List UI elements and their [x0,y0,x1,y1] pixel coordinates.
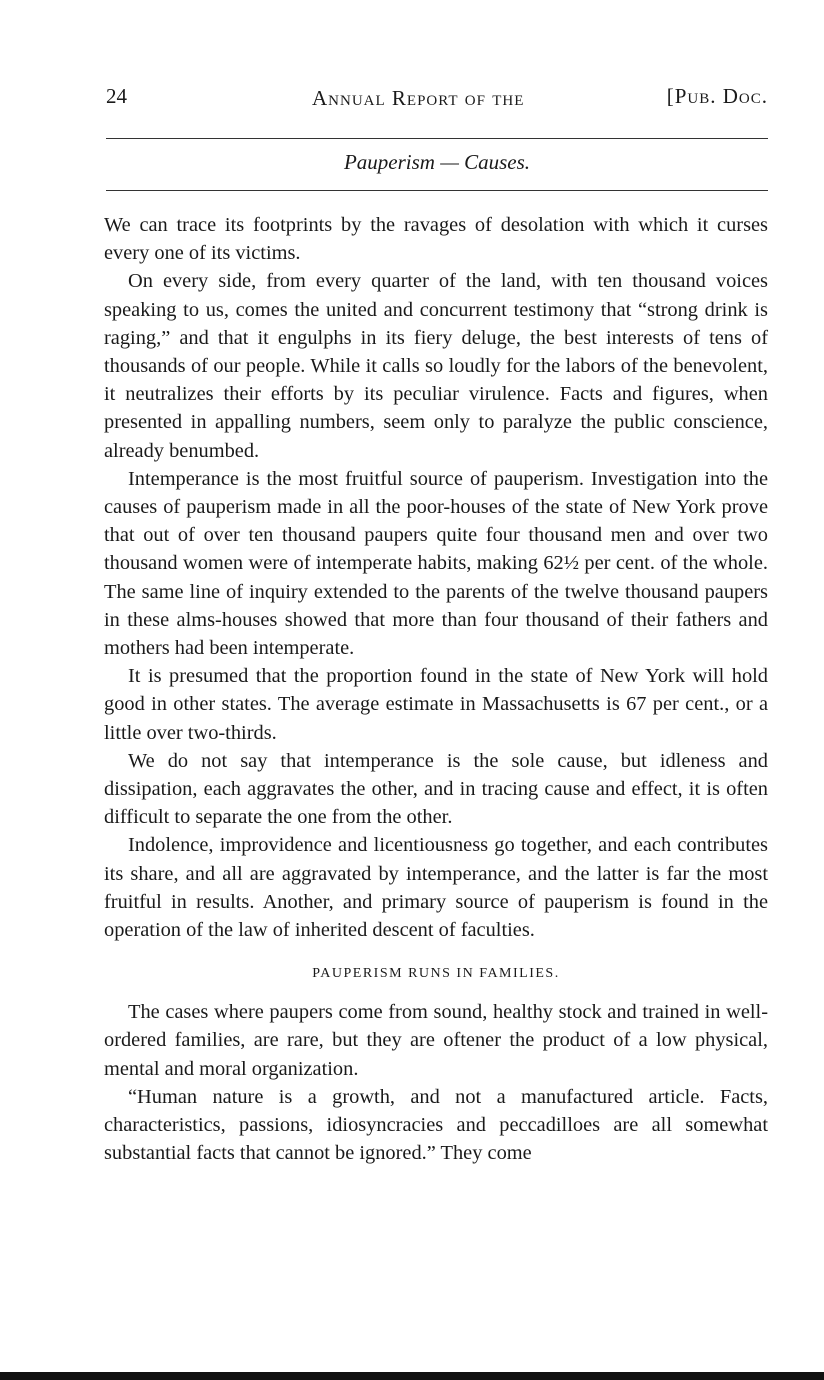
page-header [106,84,768,114]
header-rule-top [106,138,768,139]
document-label: [Pub. Doc. [666,84,768,108]
paragraph: On every side, from every quarter of the land, with ten thousand voices speaking to us, comes the united and concurrent testimony that “strong drink is raging,” and that it engulphs in its fiery deluge, the best interests of tens of thousands of our people. While it calls so loudly for the labors of the benevolent, it neutralizes their efforts by its peculiar virulence. Facts and figures, when presented in appalling numbers, seem only to paralyze the public conscience, already benumbed. [104,270,768,462]
paragraph: “Human nature is a growth, and not a manufactured article. Facts, characteristics, passions, idiosyncracies and peccadilloes are all somewhat substantial facts that cannot be ignored.” They come [104,1085,768,1165]
header-rule-bottom [106,190,768,191]
paragraph: Intemperance is the most fruitful source of pauperism. Investigation into the causes of pauperism made in all the poor-houses of the state of New York prove that out of over ten thousand paupers quite four thousand men and over two thousand women were of intemperate habits, making 62½ per cent. of the whole. The same line of inquiry extended to the parents of the twelve thousand paupers in these alms-houses showed that more than four thousand of their fathers and mothers had been intemperate. [104,467,768,660]
paragraph: Indolence, improvidence and licentiousness go together, and each contributes its share, and all are aggravated by intemperance, and the latter is far the most fruitful in results. Another, and primary source of pauperism is found in the operation of the law of inherited descent of faculties. [104,834,768,942]
section-title: Pauperism — Causes. [343,150,531,174]
subheading: PAUPERISM RUNS IN FAMILIES. [312,966,560,982]
paragraph: We can trace its footprints by the ravages of desolation with which it curses every one of its victims. [104,214,768,265]
page-number: 24 [106,84,127,108]
body-text [104,211,768,1168]
paragraph: The cases where paupers come from sound, healthy stock and trained in well-ordered families, are rare, but they are oftener the product of a low physical, mental and moral organization. [104,1001,768,1080]
running-title: Annual Report of the [312,86,525,110]
paragraph: We do not say that intemperance is the sole cause, but idleness and dissipation, each aggravates the other, and in tracing cause and effect, it is often difficult to separate the one from the other. [104,749,768,829]
paragraph: It is presumed that the proportion found in the state of New York will hold good in other states. The average estimate in Massachusetts is 67 per cent., or a little over two-thirds. [104,665,768,744]
scan-edge-bar [0,1372,824,1380]
